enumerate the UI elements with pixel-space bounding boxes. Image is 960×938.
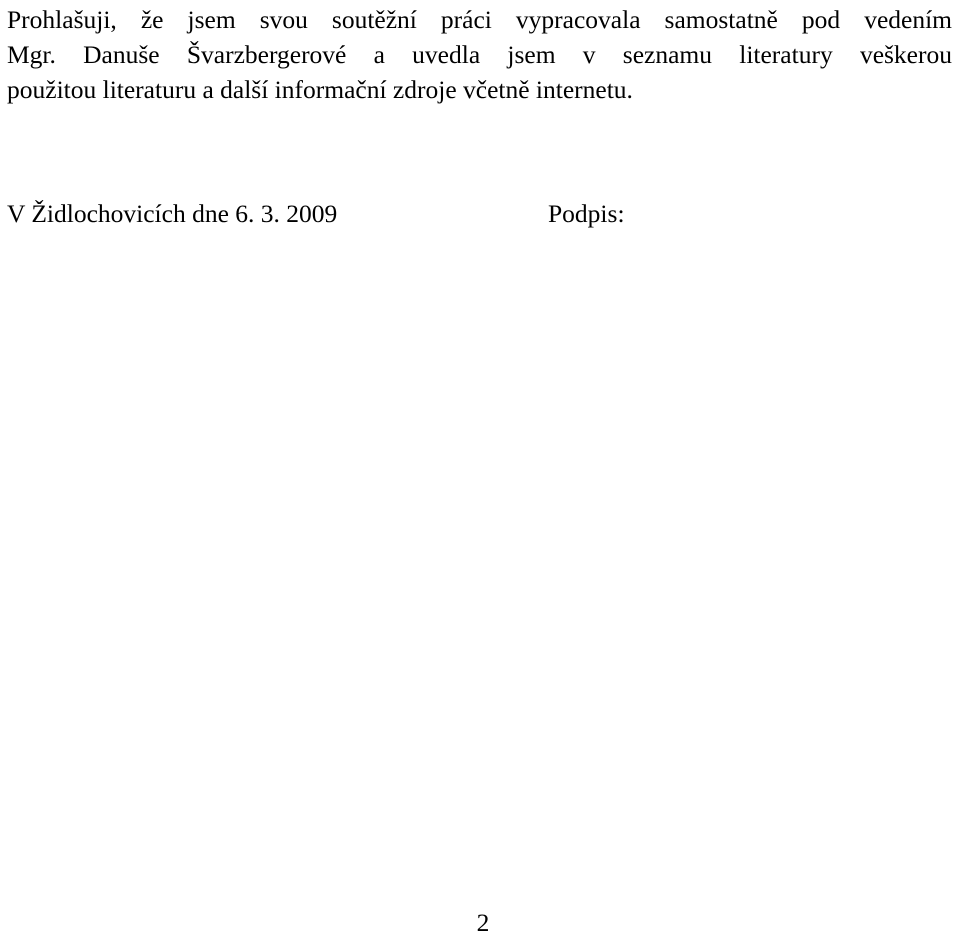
place-date: V Židlochovicích dne 6. 3. 2009 [7,199,338,228]
declaration-line: Mgr. Danuše Švarzbergerové a uvedla jsem v seznamu literatury veškerou [7,40,952,69]
declaration-paragraph [7,2,952,107]
signature-label: Podpis: [548,199,625,228]
page-number: 2 [476,908,490,937]
declaration-line: Prohlašuji, že jsem svou soutěžní práci vypracovala samostatně pod vedením [7,5,952,34]
declaration-line: použitou literaturu a další informační zdroje včetně internetu. [7,75,633,104]
